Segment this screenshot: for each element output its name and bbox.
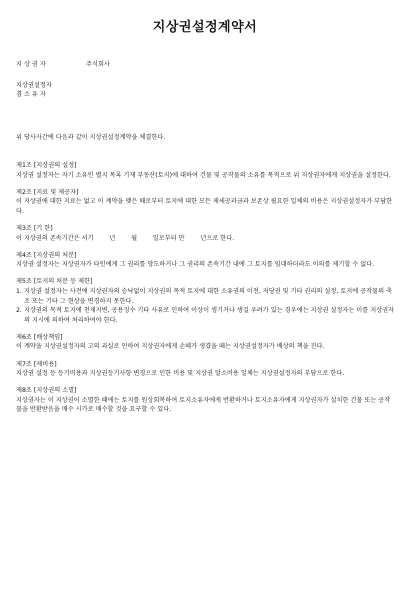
party-label: 지 상 권 자: [16, 61, 46, 68]
article-4: [16, 251, 396, 270]
item-number: 1.: [16, 287, 22, 295]
article-heading: 제2조 [지료 및 제공자]: [16, 188, 79, 196]
party-label: 겸 소 유 자: [16, 91, 46, 98]
party-value: [86, 90, 206, 99]
party-row-owner: [16, 90, 396, 99]
article-item: [16, 287, 396, 306]
item-text: 지상권의 목적 토지에 천재지변, 공용징수 기타 사유로 인하여 이상이 생기거나 생길 우려가 있는 경우에는 지상권 설정자는 이를 지상권자의 지시에 의하여 처리하여야 한다.: [24, 307, 395, 324]
article-2: [16, 188, 396, 217]
intro-paragraph: 위 당사자간에 다음과 같이 지상권설정계약을 체결한다.: [16, 134, 166, 141]
article-heading: 제4조 [지상권의 처분]: [16, 251, 77, 259]
party-label: 지상권설정자: [16, 82, 52, 89]
party-row-superficiary: [16, 60, 396, 69]
parties-block: [16, 60, 396, 99]
party-value: 주식회사: [86, 61, 110, 68]
article-body: 이 계약을 지상권설정자의 고의 과실로 인하여 지상권자에게 손해가 생겼을 때는 지상권설정자가 배상의 책을 진다.: [16, 343, 325, 351]
article-8: [16, 386, 396, 415]
article-body: 이 지상권의 존속기간은 서기 년 월 일로부터 만 년으로 한다.: [16, 234, 235, 242]
article-5: [16, 277, 396, 325]
item-number: 2.: [16, 307, 22, 315]
article-heading: 제7조 [제비용]: [16, 360, 57, 368]
article-heading: 제8조 [지상권의 소멸]: [16, 387, 77, 395]
article-body: 지상권 설정자는 자기 소유인 별지 목록 기재 부동산(토지)에 대하여 건물 및 공작물의 소유를 목적으로 위 지상권자에게 지상권을 설정한다.: [16, 171, 391, 179]
article-3: [16, 224, 396, 243]
party-row-grantor: [16, 81, 396, 90]
articles-list: [16, 161, 396, 422]
article-6: [16, 333, 396, 352]
article-heading: 제6조 [배상책임]: [16, 333, 63, 341]
article-7: [16, 360, 396, 379]
party-value: [86, 81, 206, 90]
article-item: [16, 306, 396, 325]
article-body: 지상권 설정 등 등기비용과 지상권등기사항 변경으로 인한 비용 및 지상권 말소비용 일체는 지상권설정자의 부담으로 한다.: [16, 370, 345, 378]
article-heading: 제3조 [기 한]: [16, 224, 53, 232]
article-heading: 제5조 [토지의 처분 등 제한]: [16, 278, 93, 286]
article-body: 지상권자는 이 지상권이 소멸한 때에는 토지를 원상회복하여 토지소유자에게 반환하거나 토지소유자에게 지상권자가 설치한 건물 또는 공작물을 반환받음을 매수 시가로 매수할 것을 요구할 수 있다.: [16, 396, 391, 414]
article-body: 이 지상권에 대한 지료는 없고 이 계약을 맺은 때로부터 토지에 대한 모든 제세공과금과 보존상 필요한 일체의 비용은 지상권설정자가 부담한다.: [16, 198, 393, 215]
article-body: 지상권 설정자는 지상권자가 타인에게 그 권리를 양도하거나 그 권리의 존속기간 내에 그 토지를 임대하더라도 이의를 제기할 수 없다.: [16, 261, 375, 269]
article-heading: 제1조 [지상권의 설정]: [16, 162, 77, 169]
document-title: 지상권설정계약서: [152, 20, 258, 35]
item-text: 지상권 설정자는 사전에 지상권자의 승낙없이 지상권의 목적 토지에 대한 소유권의 이전, 저당권 및 기타 권리의 설정, 토지에 공작물의 축조 또는 기타 그 현상을 변경하지 못한다.: [24, 287, 393, 305]
article-1: [16, 161, 396, 180]
